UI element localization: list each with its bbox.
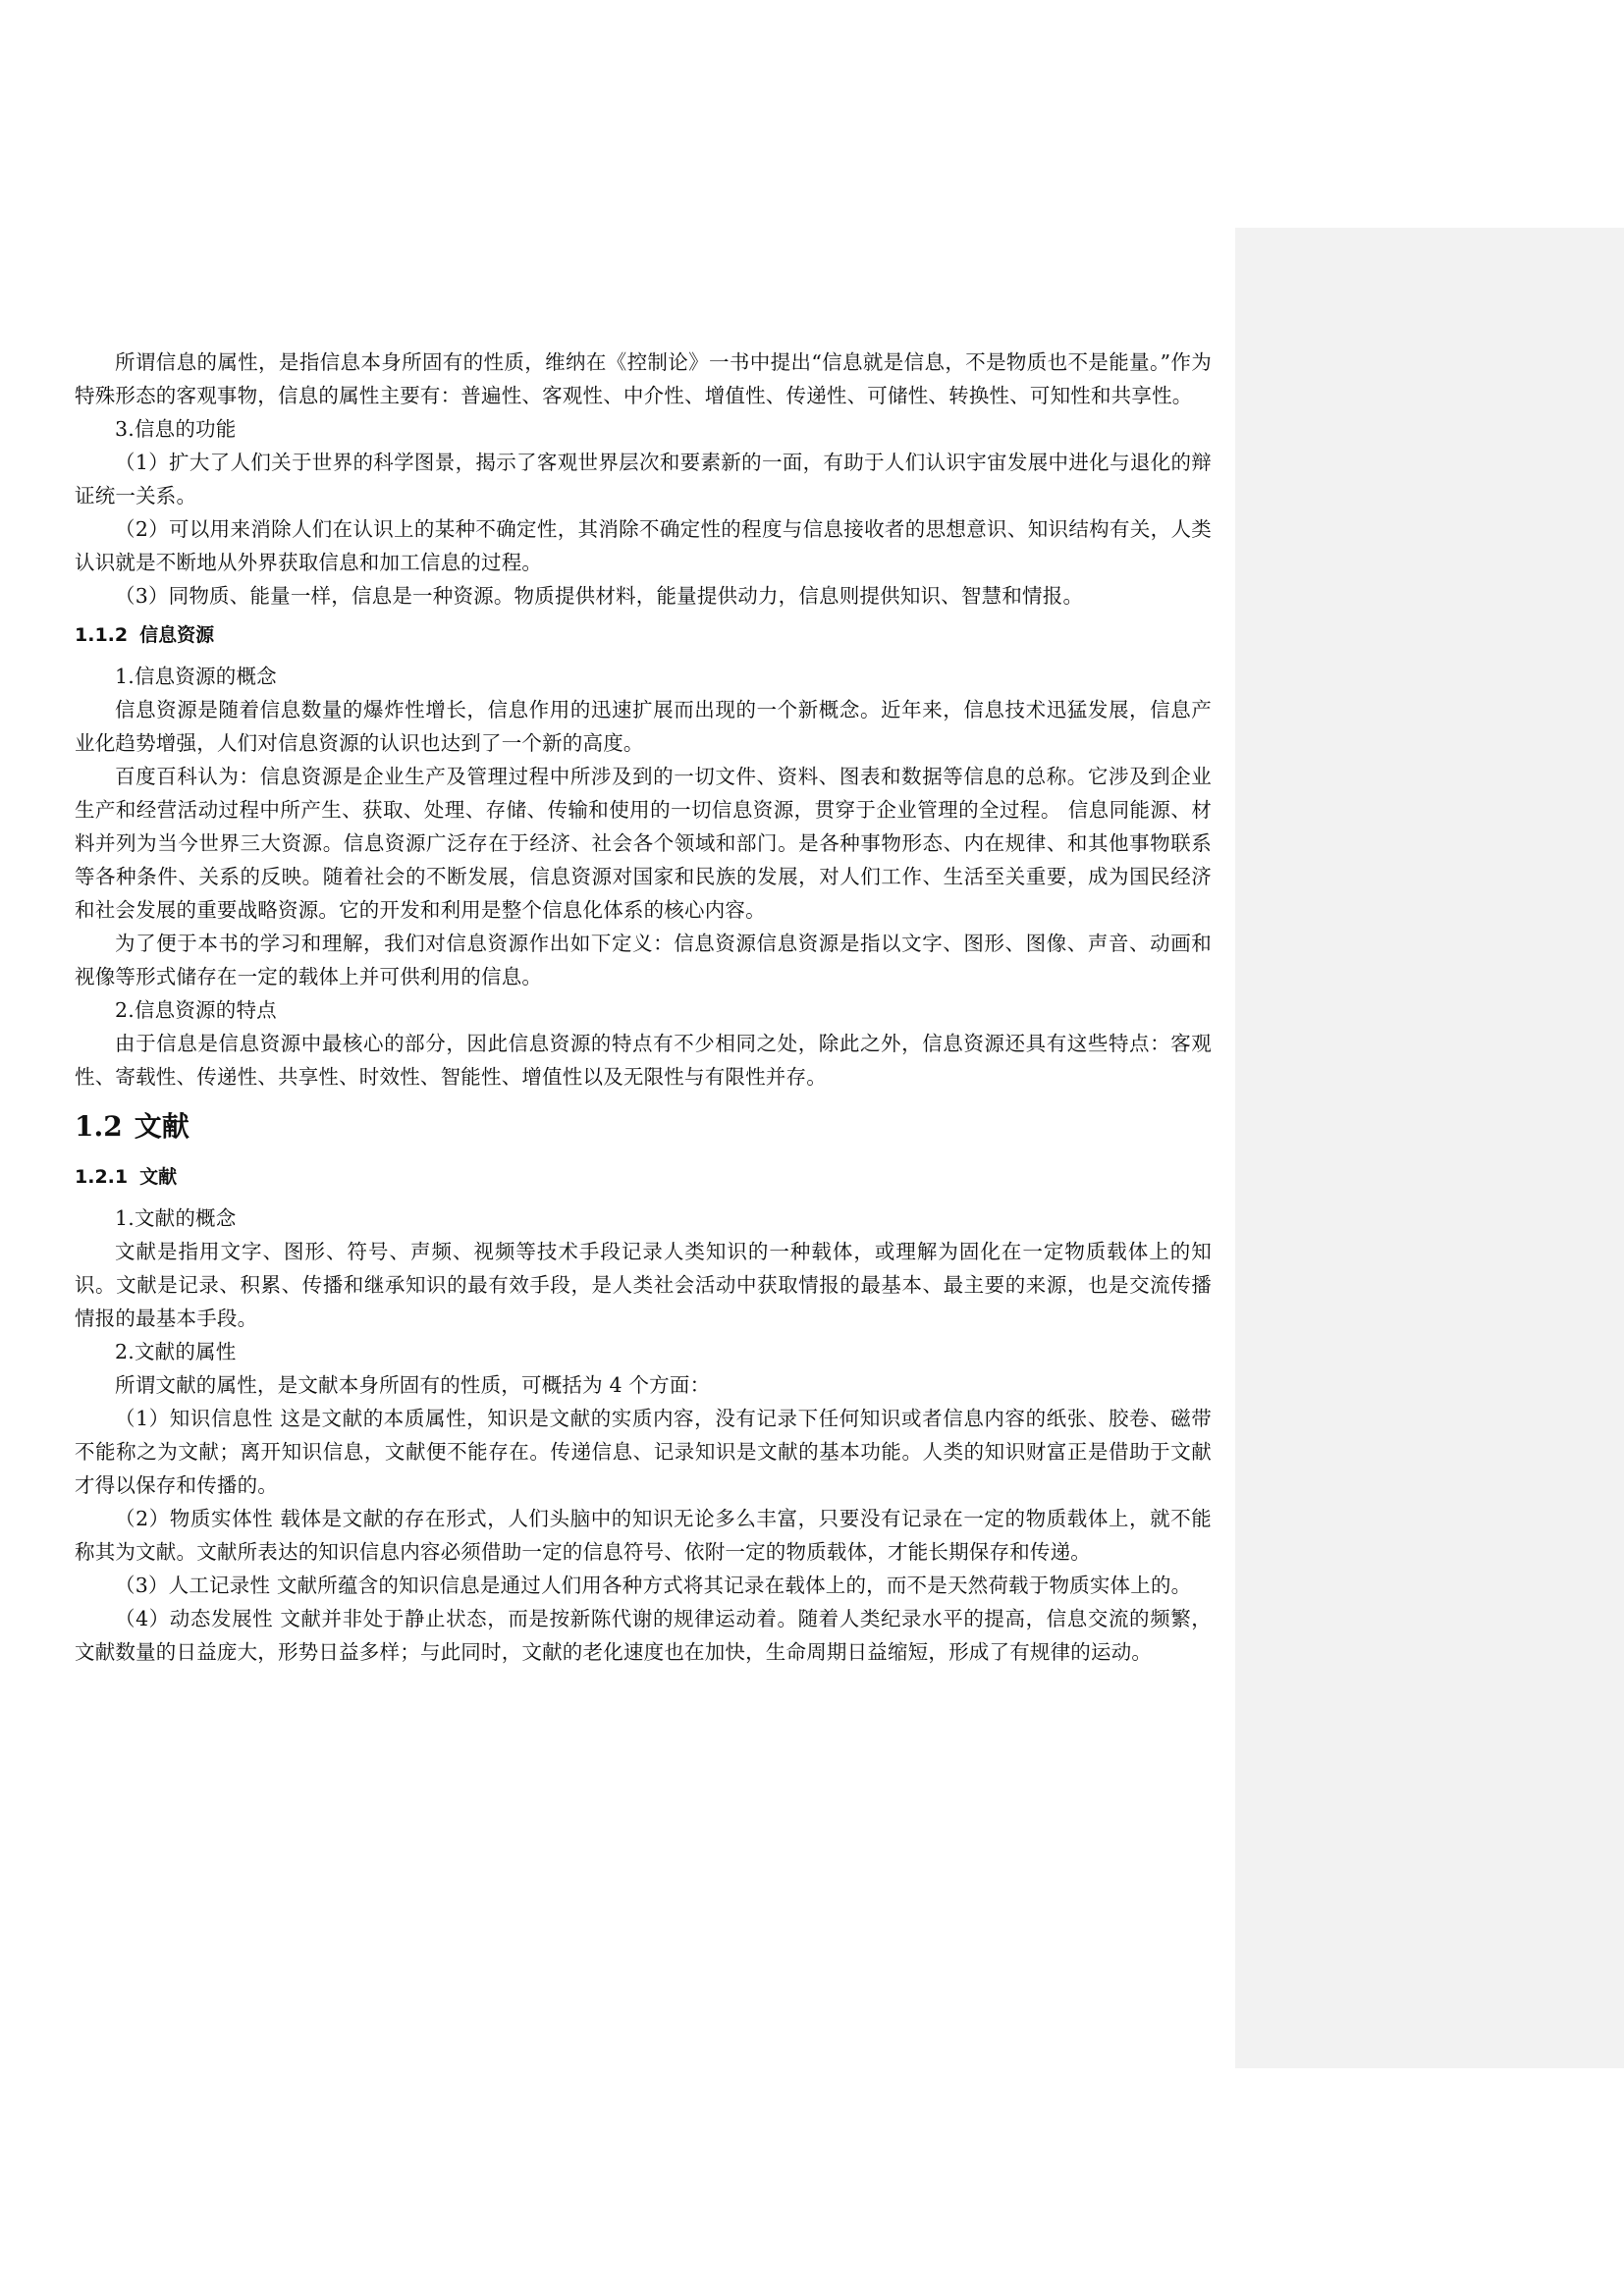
list-item: （2）物质实体性 载体是文献的存在形式，人们头脑中的知识无论多么丰富，只要没有记录在一定的物质载体上，就不能称其为文献。文献所表达的知识信息内容必须借助一定的信息符号、依附一定的物质载体，才能长期保存和传递。 — [75, 1507, 1212, 1564]
list-item: （2）可以用来消除人们在认识上的某种不确定性，其消除不确定性的程度与信息接收者的思想意识、知识结构有关，人类认识就是不断地从外界获取信息和加工信息的过程。 — [75, 517, 1212, 574]
paragraph: 由于信息是信息资源中最核心的部分，因此信息资源的特点有不少相同之处，除此之外，信息资源还具有这些特点：客观性、寄载性、传递性、共享性、时效性、智能性、增值性以及无限性与有限性并存。 — [75, 1032, 1212, 1089]
list-item: （1）知识信息性 这是文献的本质属性，知识是文献的实质内容，没有记录下任何知识或者信息内容的纸张、胶卷、磁带不能称之为文献；离开知识信息，文献便不能存在。传递信息、记录知识是文献的基本功能。人类的知识财富正是借助于文献才得以保存和传播的。 — [75, 1407, 1212, 1497]
paragraph: 文献是指用文字、图形、符号、声频、视频等技术手段记录人类知识的一种载体，或理解为固化在一定物质载体上的知识。文献是记录、积累、传播和继承知识的最有效手段，是人类社会活动中获取情报的最基本、最主要的来源，也是交流传播情报的最基本手段。 — [75, 1240, 1212, 1330]
list-heading: 3.信息的功能 — [115, 417, 237, 441]
section-title: 文献 — [134, 1110, 189, 1143]
list-item: （3）人工记录性 文献所蕴含的知识信息是通过人们用各种方式将其记录在载体上的，而不是天然荷载于物质实体上的。 — [115, 1574, 1192, 1597]
list-item: （1）扩大了人们关于世界的科学图景，揭示了客观世界层次和要素新的一面，有助于人们认识宇宙发展中进化与退化的辩证统一关系。 — [75, 451, 1212, 507]
section-number: 1.2 — [75, 1110, 123, 1143]
list-heading: 1.文献的概念 — [115, 1206, 237, 1230]
list-heading: 1.信息资源的概念 — [115, 665, 277, 688]
comment-margin-pane — [1235, 228, 1624, 2068]
paragraph: 信息资源是随着信息数量的爆炸性增长，信息作用的迅速扩展而出现的一个新概念。近年来，信息技术迅猛发展，信息产业化趋势增强，人们对信息资源的认识也达到了一个新的高度。 — [75, 698, 1212, 755]
document-body — [75, 346, 1212, 1669]
paragraph: 所谓文献的属性，是文献本身所固有的性质，可概括为 4 个方面： — [115, 1373, 711, 1397]
paragraph: 所谓信息的属性，是指信息本身所固有的性质，维纳在《控制论》一书中提出“信息就是信息，不是物质也不是能量。”作为特殊形态的客观事物，信息的属性主要有：普遍性、客观性、中介性、增值性、传递性、可储性、转换性、可知性和共享性。 — [75, 350, 1212, 407]
list-item: （3）同物质、能量一样，信息是一种资源。物质提供材料，能量提供动力，信息则提供知识、智慧和情报。 — [115, 584, 1084, 608]
list-heading: 2.信息资源的特点 — [115, 998, 277, 1022]
section-heading-1-1-2 — [75, 618, 1212, 652]
list-item: （4）动态发展性 文献并非处于静止状态，而是按新陈代谢的规律运动着。随着人类纪录水平的提高，信息交流的频繁，文献数量的日益庞大，形势日益多样；与此同时，文献的老化速度也在加快，生命周期日益缩短，形成了有规律的运动。 — [75, 1607, 1212, 1664]
section-title: 信息资源 — [139, 624, 215, 646]
section-heading-1-2 — [75, 1105, 1212, 1148]
section-heading-1-2-1 — [75, 1160, 1212, 1194]
paragraph: 为了便于本书的学习和理解，我们对信息资源作出如下定义：信息资源信息资源是指以文字、图形、图像、声音、动画和视像等形式储存在一定的载体上并可供利用的信息。 — [75, 932, 1212, 988]
list-heading: 2.文献的属性 — [115, 1340, 237, 1363]
section-number: 1.1.2 — [75, 624, 129, 646]
section-title: 文献 — [139, 1166, 178, 1188]
section-number: 1.2.1 — [75, 1166, 129, 1188]
paragraph: 百度百科认为：信息资源是企业生产及管理过程中所涉及到的一切文件、资料、图表和数据等信息的总称。它涉及到企业生产和经营活动过程中所产生、获取、处理、存储、传输和使用的一切信息资源，贯穿于企业管理的全过程。 信息同能源、材料并列为当今世界三大资源。信息资源广泛存在于经济、社会各个领域和部门。是各种事物形态、内在规律、和其他事物联系等各种条件、关系的反映。随着社会的不断发展，信息资源对国家和民族的发展，对人们工作、生活至关重要，成为国民经济和社会发展的重要战略资源。它的开发和利用是整个信息化体系的核心内容。 — [75, 765, 1212, 922]
